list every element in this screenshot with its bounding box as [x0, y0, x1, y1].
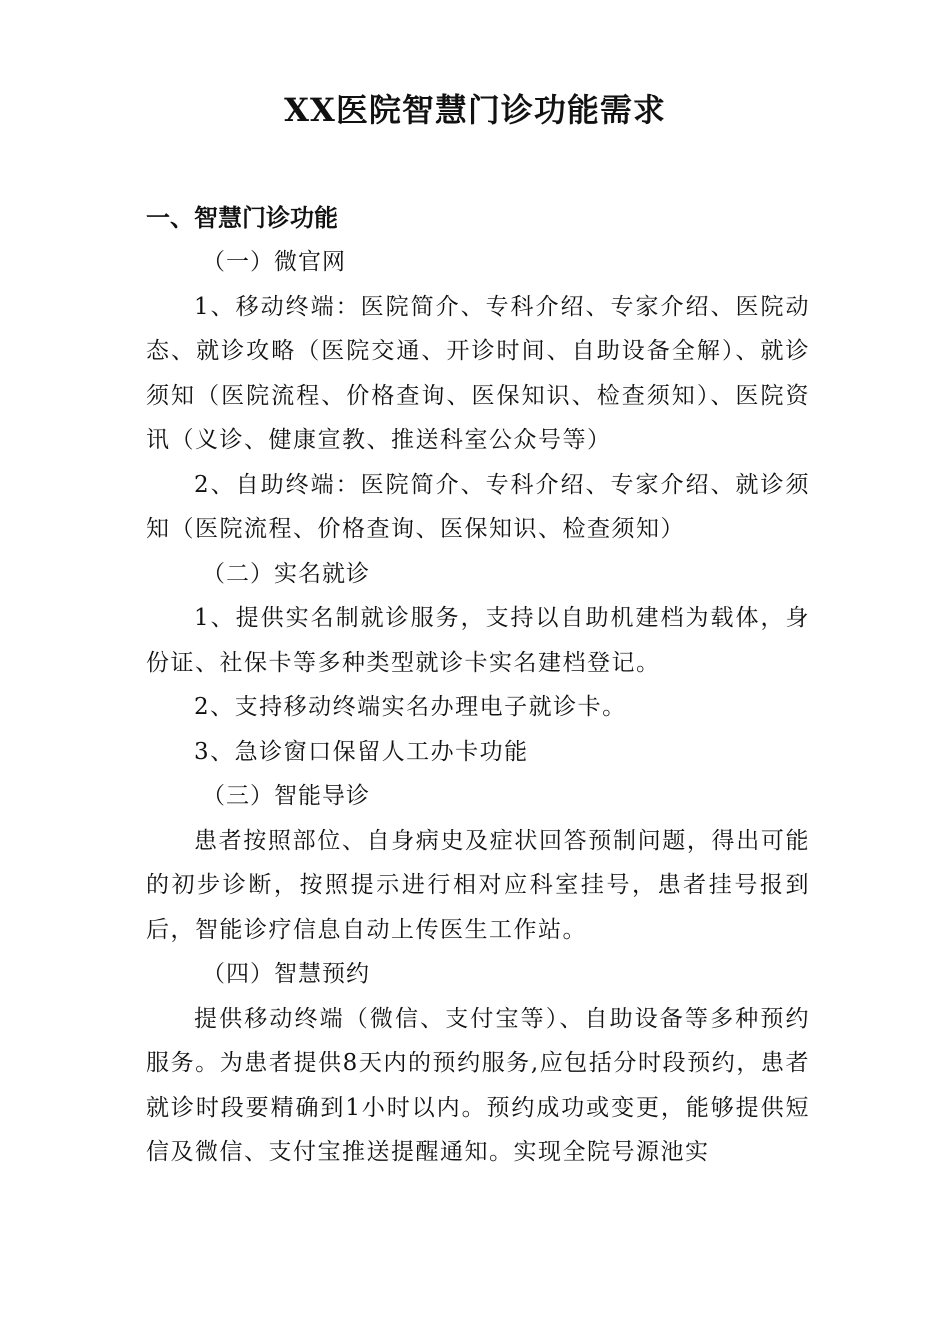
paragraph-real-name-service: 1、提供实名制就诊服务，支持以自助机建档为载体，身份证、社保卡等多种类型就诊卡实名建档登记。	[146, 605, 810, 676]
document-body	[146, 196, 810, 1175]
paragraph-smart-guide: 患者按照部位、自身病史及症状回答预制问题，得出可能的初步诊断，按照提示进行相对应科室挂号，患者挂号报到后，智能诊疗信息自动上传医生工作站。	[146, 827, 810, 943]
document-title: XX医院智慧门诊功能需求	[284, 91, 666, 129]
paragraph-electronic-card: 2、支持移动终端实名办理电子就诊卡。	[194, 694, 627, 720]
subsection-heading-smart-booking: （四）智慧预约	[202, 961, 370, 987]
subsection-heading-smart-guide: （三）智能导诊	[202, 783, 370, 809]
subsection-heading-microsite: （一）微官网	[202, 249, 346, 275]
section-heading: 一、智慧门诊功能	[146, 204, 338, 232]
paragraph-smart-booking: 提供移动终端（微信、支付宝等）、自助设备等多种预约服务。为患者提供8天内的预约服务,应包括分时段预约，患者就诊时段要精确到1小时以内。预约成功或变更，能够提供短信及微信、支付宝推送提醒通知。实现全院号源池实	[146, 1005, 810, 1165]
paragraph-self-service-terminal: 2、自助终端：医院简介、专科介绍、专家介绍、就诊须知（医院流程、价格查询、医保知识、检查须知）	[146, 471, 810, 542]
paragraph-mobile-terminal: 1、移动终端：医院简介、专科介绍、专家介绍、医院动态、就诊攻略（医院交通、开诊时间、自助设备全解）、就诊须知（医院流程、价格查询、医保知识、检查须知）、医院资讯（义诊、健康宣教、推送科室公众号等）	[146, 293, 810, 453]
subsection-heading-real-name: （二）实名就诊	[202, 560, 370, 587]
paragraph-manual-card: 3、急诊窗口保留人工办卡功能	[194, 738, 529, 765]
